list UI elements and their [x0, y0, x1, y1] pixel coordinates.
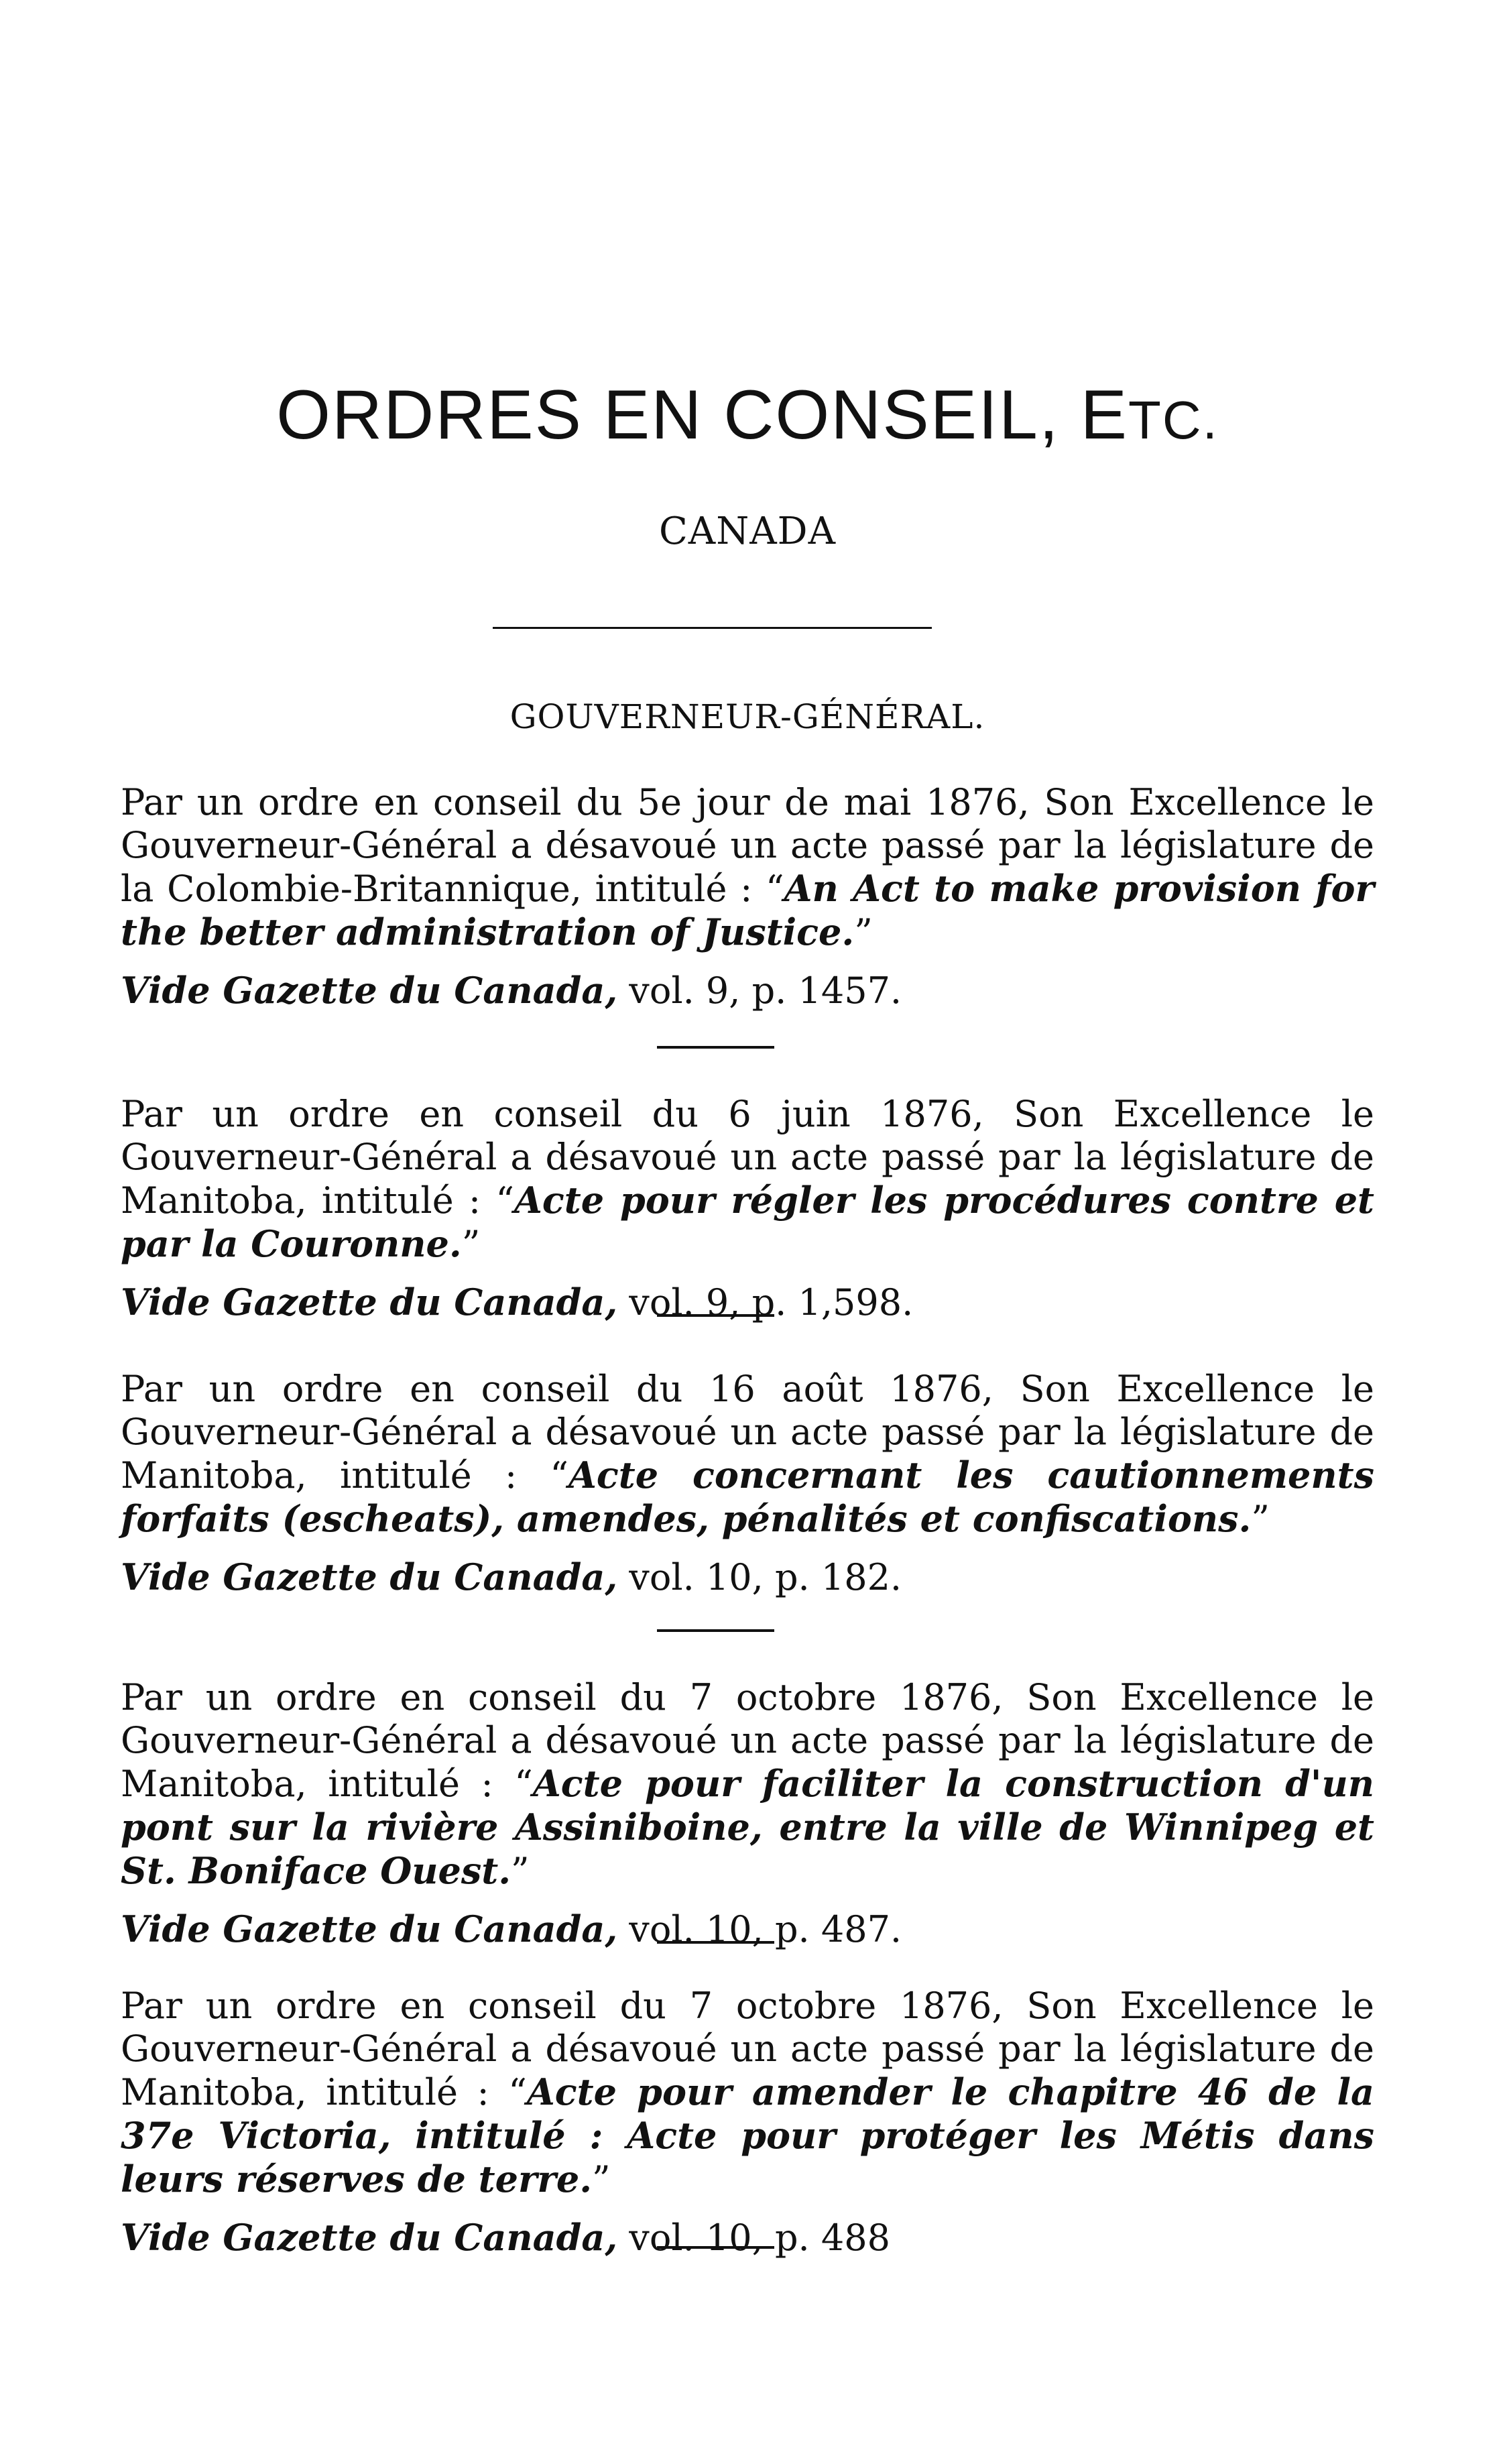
page-title-main: ORDRES EN CONSEIL, E	[276, 376, 1129, 454]
document-page	[121, 0, 1374, 2464]
close-quote: ”	[461, 1223, 481, 1265]
act-title: Acte pour amender le chapitre 46 de la 37e Victoria, intitulé : Acte pour protéger les Métis dans leurs réserves de terre.	[121, 2070, 1374, 2201]
gazette-reference	[121, 1908, 1374, 1951]
order-entry-3	[121, 1368, 1374, 1599]
order-text: Par un ordre en conseil du 16 août 1876, Son Excellence le Gouverneur-Général a désavoué un acte passé par la législature de Manitoba, intitulé : “	[121, 1368, 1374, 1497]
section-heading: GOUVERNEUR-GÉNÉRAL.	[509, 697, 985, 736]
gazette-volume: vol. 10, p. 488	[617, 2217, 890, 2259]
gazette-reference	[121, 2216, 1374, 2260]
order-entry-1	[121, 781, 1374, 1012]
order-paragraph	[121, 1368, 1374, 1541]
heading-divider	[493, 627, 932, 629]
order-entry-4	[121, 1676, 1374, 1951]
order-paragraph	[121, 781, 1374, 954]
order-text: Par un ordre en conseil du 7 octobre 1876, Son Excellence le Gouverneur-Général a désavoué un acte passé par la législature de Manitoba, intitulé : “	[121, 1676, 1374, 1805]
gazette-label: Vide Gazette du Canada,	[121, 1908, 618, 1950]
entry-divider	[657, 1314, 774, 1317]
entry-divider	[657, 1629, 774, 1632]
act-title: Acte concernant les cautionnements forfaits (escheats), amendes, pénalités et confiscations.	[121, 1454, 1374, 1540]
gazette-label: Vide Gazette du Canada,	[121, 2216, 618, 2259]
close-quote: ”	[511, 1850, 530, 1892]
gazette-reference	[121, 1281, 1374, 1324]
page-title	[121, 375, 1374, 455]
entry-divider	[657, 2246, 774, 2249]
entry-divider	[657, 1941, 774, 1944]
act-title: Acte pour faciliter la construction d'un pont sur la rivière Assiniboine, entre la ville de Winnipeg et St. Boniface Ouest.	[121, 1762, 1374, 1892]
act-title: An Act to make provision for the better administration of Justice.	[121, 867, 1374, 953]
order-paragraph	[121, 1093, 1374, 1266]
gazette-volume: vol. 10, p. 487.	[617, 1908, 902, 1950]
order-entry-2	[121, 1093, 1374, 1324]
order-entry-5	[121, 1985, 1374, 2260]
order-text: Par un ordre en conseil du 7 octobre 1876, Son Excellence le Gouverneur-Général a désavoué un acte passé par la législature de Manitoba, intitulé : “	[121, 1985, 1374, 2113]
close-quote: ”	[592, 2158, 611, 2201]
order-text: Par un ordre en conseil du 5e jour de mai 1876, Son Excellence le Gouverneur-Général a désavoué un acte passé par la législature de la Colombie-Britannique, intitulé : “	[121, 781, 1374, 910]
gazette-volume: vol. 9, p. 1,598.	[617, 1281, 914, 1324]
gazette-volume: vol. 9, p. 1457.	[617, 970, 902, 1012]
gazette-label: Vide Gazette du Canada,	[121, 1556, 618, 1598]
page-title-small-caps: TC.	[1128, 390, 1219, 450]
country-heading: CANADA	[658, 510, 837, 553]
order-paragraph	[121, 1985, 1374, 2201]
entry-divider	[657, 1046, 774, 1049]
gazette-reference	[121, 969, 1374, 1012]
gazette-label: Vide Gazette du Canada,	[121, 969, 618, 1012]
act-title: Acte pour régler les procédures contre et par la Couronne.	[121, 1179, 1374, 1265]
close-quote: ”	[1251, 1498, 1270, 1540]
gazette-volume: vol. 10, p. 182.	[617, 1556, 902, 1598]
gazette-reference	[121, 1556, 1374, 1599]
gazette-label: Vide Gazette du Canada,	[121, 1281, 618, 1324]
order-paragraph	[121, 1676, 1374, 1893]
order-text: Par un ordre en conseil du 6 juin 1876, Son Excellence le Gouverneur-Général a désavoué un acte passé par la législature de Manitoba, intitulé : “	[121, 1093, 1374, 1222]
close-quote: ”	[854, 911, 873, 953]
